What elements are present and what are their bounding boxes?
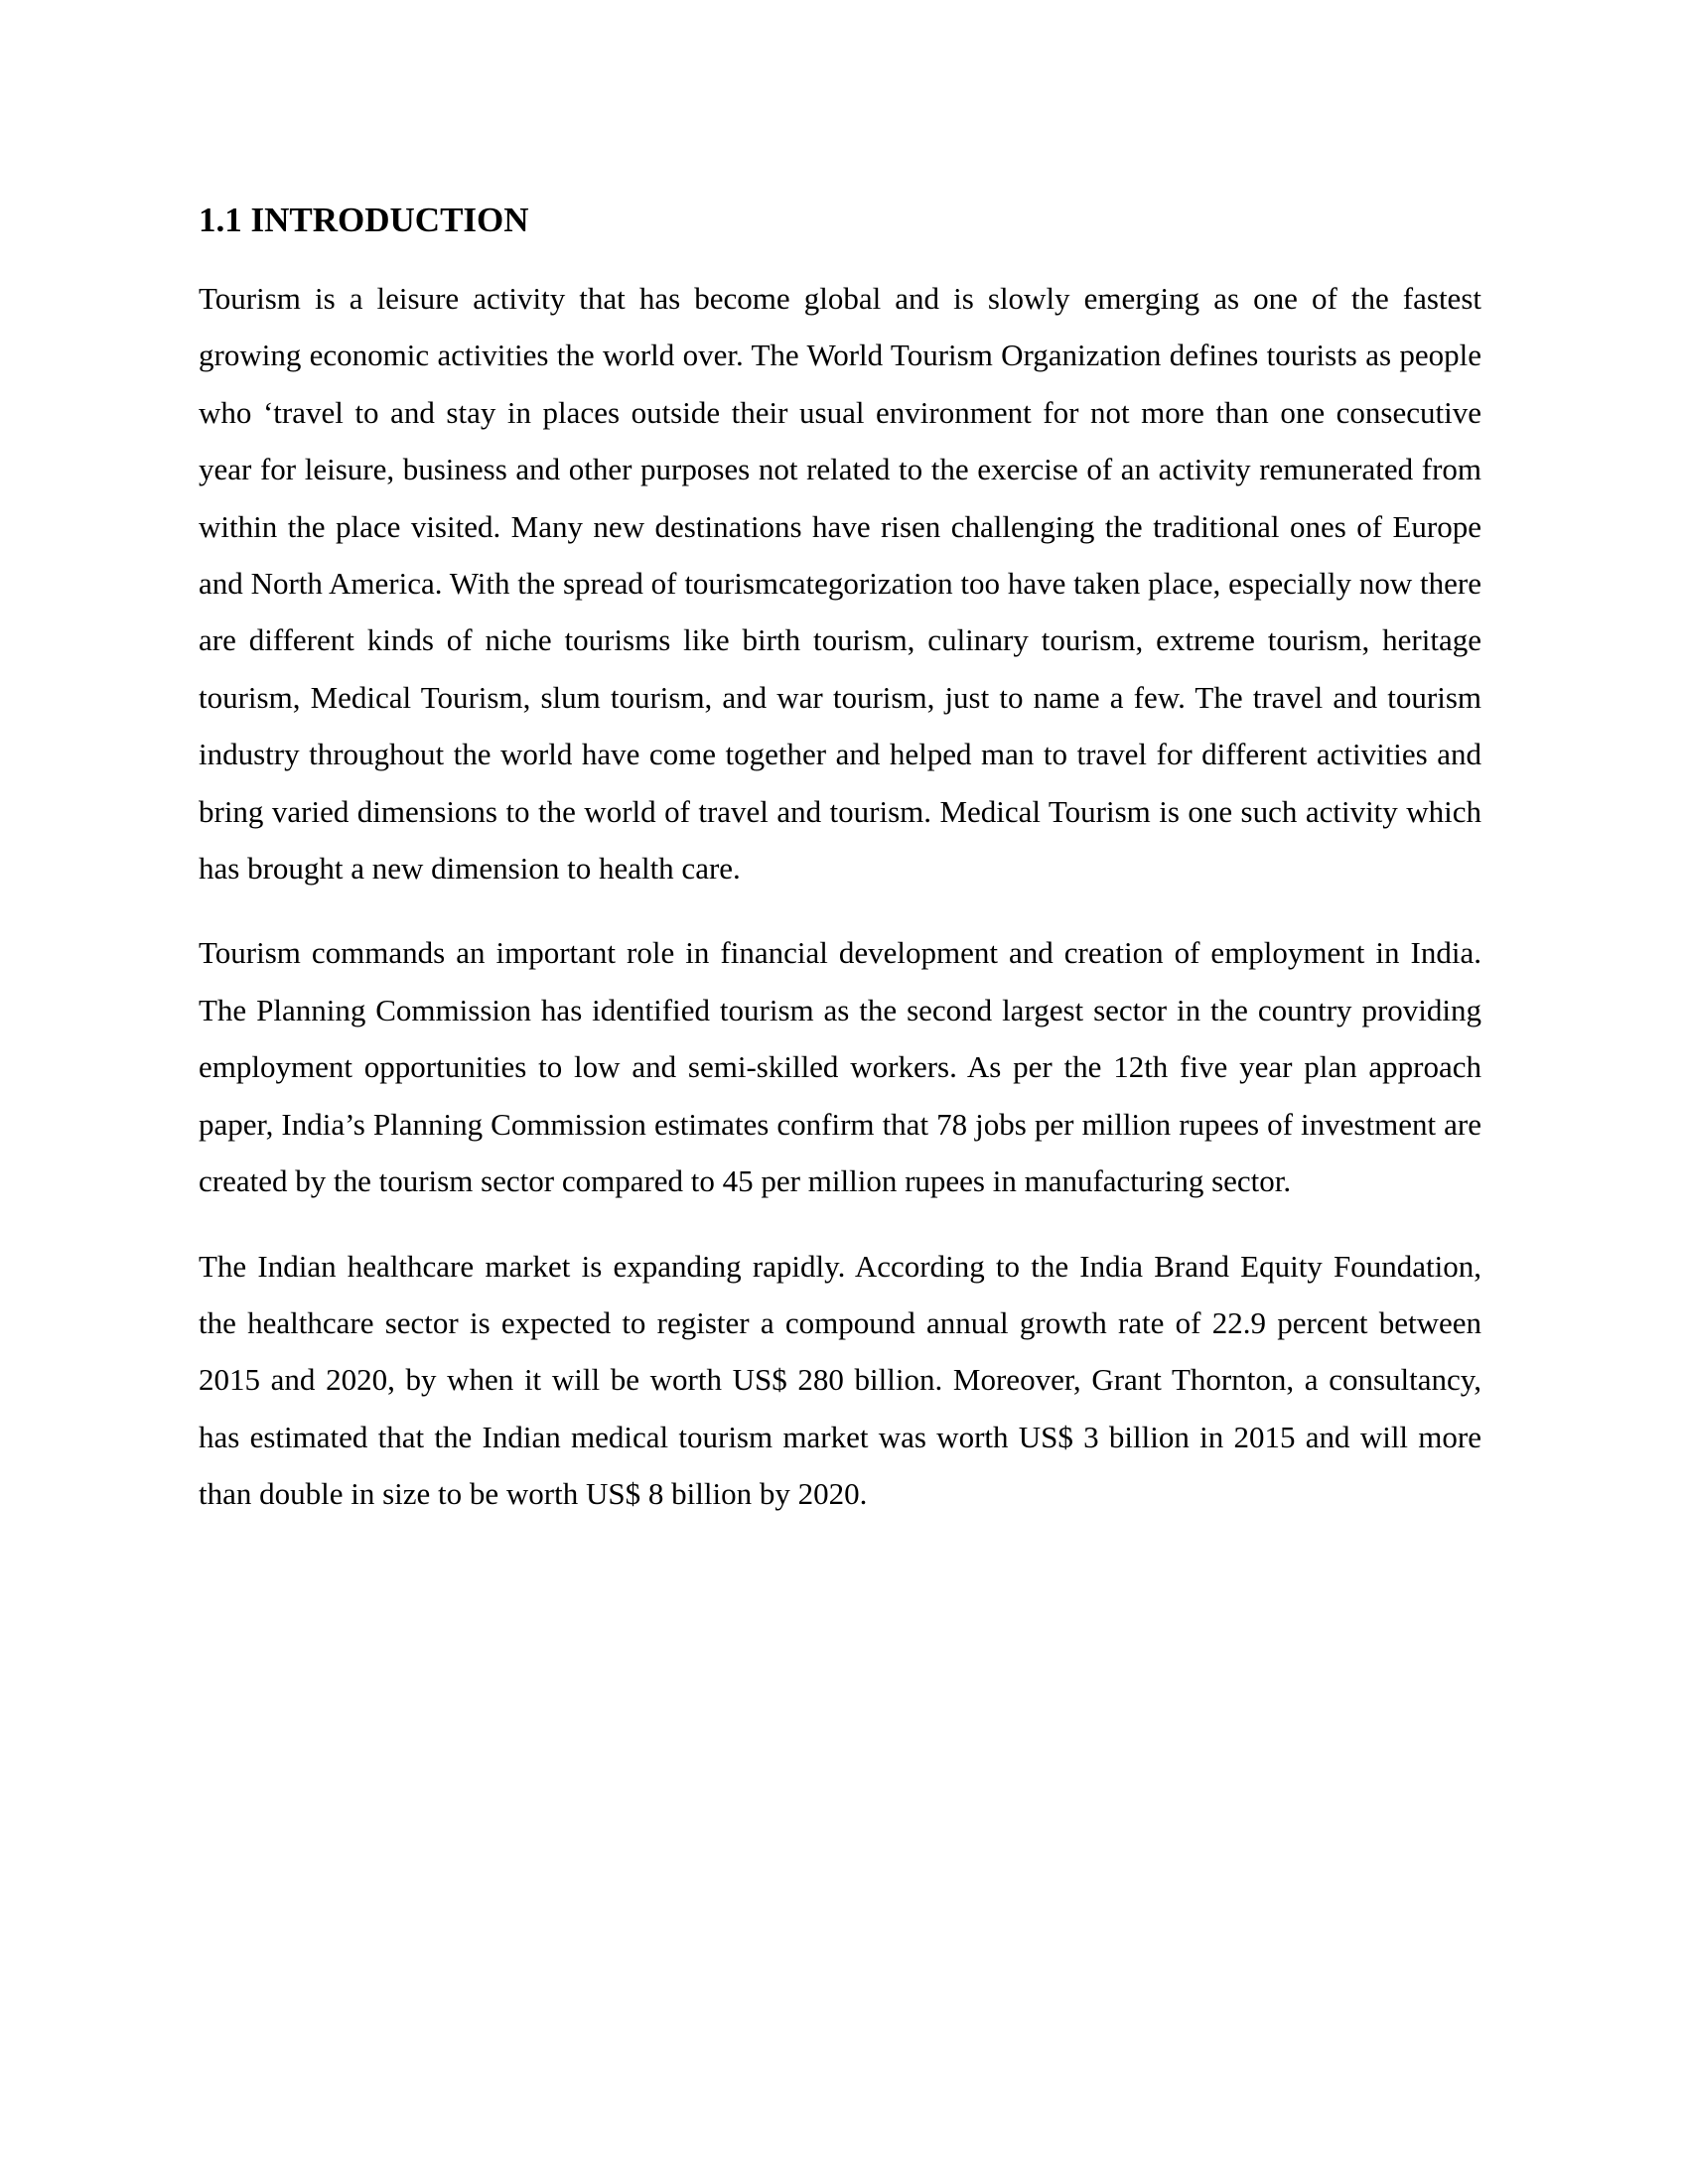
paragraph-tourism-overview: Tourism is a leisure activity that has become global and is slowly emerging as one of the fastest growing economic activities the world over. The World Tourism Organization defines tourists as people who ‘travel to and stay in places outside their usual environment for not more than one consecutive year for leisure, business and other purposes not related to the exercise of an activity remunerated from within the place visited. Many new destinations have risen challenging the traditional ones of Europe and North America. With the spread of tourismcategorization too have taken place, especially now there are different kinds of niche tourisms like birth tourism, culinary tourism, extreme tourism, heritage tourism, Medical Tourism, slum tourism, and war tourism, just to name a few. The travel and tourism industry throughout the world have come together and helped man to travel for different activities and bring varied dimensions to the world of travel and tourism. Medical Tourism is one such activity which has brought a new dimension to health care.	[199, 281, 1481, 887]
page-content	[199, 197, 1481, 1551]
section-heading: 1.1 INTRODUCTION	[199, 201, 529, 239]
paragraph-healthcare-market: The Indian healthcare market is expanding rapidly. According to the India Brand Equity Foundation, the healthcare sector is expected to register a compound annual growth rate of 22.9 percent between 2015 and 2020, by when it will be worth US$ 280 billion. Moreover, Grant Thornton, a consultancy, has estimated that the Indian medical tourism market was worth US$ 3 billion in 2015 and will more than double in size to be worth US$ 8 billion by 2020.	[199, 1248, 1481, 1512]
paragraph-tourism-india: Tourism commands an important role in financial development and creation of employment in India. The Planning Commission has identified tourism as the second largest sector in the country providing employment opportunities to low and semi-skilled workers. As per the 12th five year plan approach paper, India’s Planning Commission estimates confirm that 78 jobs per million rupees of investment are created by the tourism sector compared to 45 per million rupees in manufacturing sector.	[199, 935, 1481, 1199]
